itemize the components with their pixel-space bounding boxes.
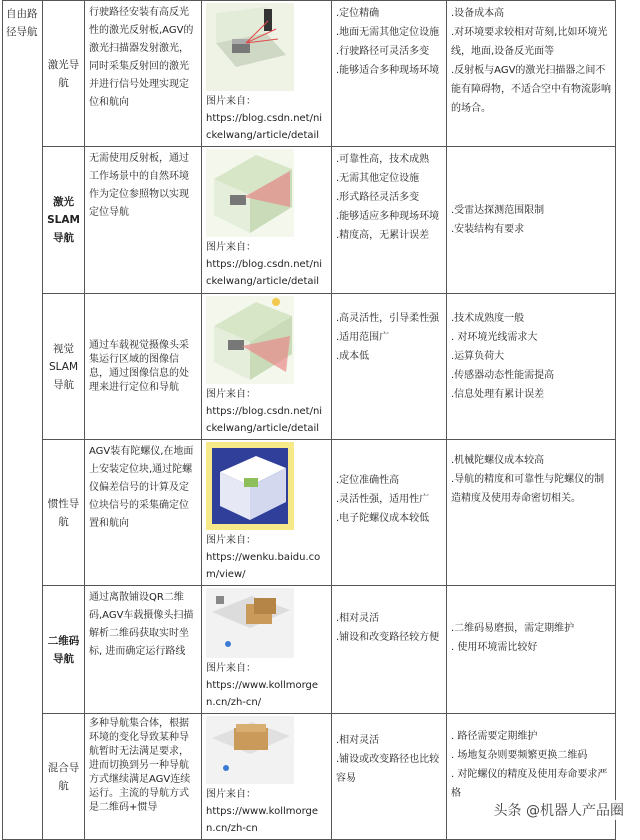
table-row bbox=[3, 586, 616, 714]
figure-cell bbox=[202, 147, 332, 294]
cons-item: .技术成熟度一般 bbox=[451, 313, 525, 324]
cons-item: .传感器动态性能需提高 bbox=[451, 370, 555, 381]
cons-item: . 使用环境需比较好 bbox=[451, 642, 538, 653]
principle-text: AGV装有陀螺仪,在地面上安装定位块,通过陀螺仪偏差信号的计算及定位块信号的采集确定位置和航向 bbox=[85, 440, 202, 586]
pros-item: .相对灵活 bbox=[336, 735, 380, 746]
pros-item: .适用范围广 bbox=[336, 332, 390, 343]
cons-item: . 对环境光线需求大 bbox=[451, 332, 538, 343]
method-name: 激光导航 bbox=[43, 1, 85, 147]
figure-caption: 图片来自： bbox=[206, 96, 256, 107]
cons-cell bbox=[447, 1, 616, 147]
cons-cell bbox=[447, 586, 616, 714]
figure-caption: 图片来自： bbox=[206, 663, 256, 674]
figure-source-url: https://blog.csdn.net/nickelwang/article/detail bbox=[206, 113, 323, 141]
cons-item: . 路径需要定期维护 bbox=[451, 731, 538, 742]
table-row bbox=[3, 714, 616, 840]
pros-item: .电子陀螺仪成本较低 bbox=[336, 513, 430, 524]
hybrid-navigation-image bbox=[206, 716, 294, 784]
figure-source-url: https://blog.csdn.net/nickelwang/article/detail bbox=[206, 259, 323, 287]
method-name: 视觉SLAM导航 bbox=[43, 294, 85, 440]
principle-text: 无需使用反射板，通过工作场景中的自然环境作为定位参照物以实现定位导航 bbox=[85, 147, 202, 294]
pros-item: .无需其他定位设施 bbox=[336, 173, 420, 184]
pros-cell bbox=[332, 1, 447, 147]
cons-item: .受雷达探测范围限制 bbox=[451, 205, 545, 216]
principle-text: 通过车载视觉摄像头采集运行区域的图像信息，通过图像信息的处理来进行定位和导航 bbox=[85, 294, 202, 440]
cons-item: .安装结构有要求 bbox=[451, 224, 525, 235]
figure-cell bbox=[202, 586, 332, 714]
pros-cell bbox=[332, 586, 447, 714]
cons-cell bbox=[447, 440, 616, 586]
pros-item: .能够适应多种现场环境 bbox=[336, 211, 440, 222]
pros-item: .铺设和改变路径较方便 bbox=[336, 632, 440, 643]
pros-cell bbox=[332, 714, 447, 840]
pros-item: .地面无需其他定位设施 bbox=[336, 27, 440, 38]
category-cell: 自由路径导航 bbox=[3, 1, 43, 840]
pros-item: .可靠性高，技术成熟 bbox=[336, 154, 430, 165]
pros-item: .灵活性强，适用性广 bbox=[336, 494, 430, 505]
cons-item: .机械陀螺仪成本较高 bbox=[451, 455, 545, 466]
navigation-comparison-table bbox=[2, 0, 616, 840]
pros-item: .形式路径灵活多变 bbox=[336, 192, 420, 203]
pros-cell bbox=[332, 440, 447, 586]
pros-cell bbox=[332, 294, 447, 440]
pros-item: .行驶路径可灵活多变 bbox=[336, 46, 430, 57]
pros-item: .铺设或改变路径也比较容易 bbox=[336, 754, 440, 784]
cons-item: . 场地复杂则要频繁更换二维码 bbox=[451, 750, 588, 761]
pros-item: .定位精确 bbox=[336, 8, 380, 19]
principle-text: 行驶路径安装有高反光性的激光反射板,AGV的激光扫描器发射激光，同时采集反射回的激光并进行信号处理实现定位和航向 bbox=[85, 1, 202, 147]
cons-cell bbox=[447, 714, 616, 840]
pros-item: .高灵活性，引导柔性强 bbox=[336, 313, 440, 324]
figure-caption: 图片来自： bbox=[206, 535, 256, 546]
table-row bbox=[3, 1, 616, 147]
cons-item: . 对陀螺仪的精度及使用寿命要求严格 bbox=[451, 769, 608, 799]
cons-item: .设备成本高 bbox=[451, 8, 505, 19]
laser-navigation-image bbox=[206, 3, 294, 91]
table-row bbox=[3, 440, 616, 586]
pros-item: .精度高，无累计误差 bbox=[336, 230, 430, 241]
inertial-navigation-image bbox=[206, 442, 294, 530]
cons-cell bbox=[447, 294, 616, 440]
figure-cell bbox=[202, 1, 332, 147]
figure-caption: 图片来自： bbox=[206, 789, 256, 800]
figure-source-url: https://www.kollmorgen.cn/zh-cn/ bbox=[206, 680, 319, 708]
cons-item: .运算负荷大 bbox=[451, 351, 505, 362]
table-row bbox=[3, 294, 616, 440]
pros-item: .定位准确性高 bbox=[336, 475, 400, 486]
cons-item: .导航的精度和可靠性与陀螺仪的制造精度及使用寿命密切相关。 bbox=[451, 474, 605, 504]
method-name: 二维码导航 bbox=[43, 586, 85, 714]
method-name: 惯性导航 bbox=[43, 440, 85, 586]
visual-slam-image bbox=[206, 296, 294, 384]
figure-source-url: https://www.kollmorgen.cn/zh-cn bbox=[206, 806, 319, 834]
pros-cell bbox=[332, 147, 447, 294]
qr-code-navigation-image bbox=[206, 588, 294, 658]
figure-cell bbox=[202, 714, 332, 840]
cons-item: .对环境要求较相对苛刻,比如环境光线，地面,设备反光面等 bbox=[451, 27, 608, 57]
figure-source-url: https://blog.csdn.net/nickelwang/article/detail bbox=[206, 406, 323, 434]
cons-item: .信息处理有累计误差 bbox=[451, 389, 545, 400]
method-name: 激光SLAM导航 bbox=[43, 147, 85, 294]
pros-item: .能够适合多种现场环境 bbox=[336, 65, 440, 76]
cons-item: .二维码易磨损，需定期维护 bbox=[451, 623, 575, 634]
pros-item: .成本低 bbox=[336, 351, 370, 362]
figure-caption: 图片来自： bbox=[206, 242, 256, 253]
pros-item: .相对灵活 bbox=[336, 613, 380, 624]
principle-text: 通过离散铺设QR二维码,AGV车载摄像头扫描解析二维码获取实时坐标, 进而确定运行路线 bbox=[85, 586, 202, 714]
table-row bbox=[3, 147, 616, 294]
figure-caption: 图片来自： bbox=[206, 389, 256, 400]
method-name: 混合导航 bbox=[43, 714, 85, 840]
watermark: 头条 @机器人产品圈 bbox=[492, 800, 626, 820]
figure-cell bbox=[202, 440, 332, 586]
cons-item: .反射板与AGV的激光扫描器之间不能有障碍物，不适合空中有物流影响的场合。 bbox=[451, 65, 611, 114]
cons-cell bbox=[447, 147, 616, 294]
figure-source-url: https://wenku.baidu.com/view/ bbox=[206, 552, 321, 580]
figure-cell bbox=[202, 294, 332, 440]
laser-slam-image bbox=[206, 149, 294, 237]
principle-text: 多种导航集合体，根据环境的变化导致某种导航暂时无法满足要求，进而切换到另一种导航方式继续满足AGV连续运行。主流的导航方式是二维码+惯导 bbox=[85, 714, 202, 840]
